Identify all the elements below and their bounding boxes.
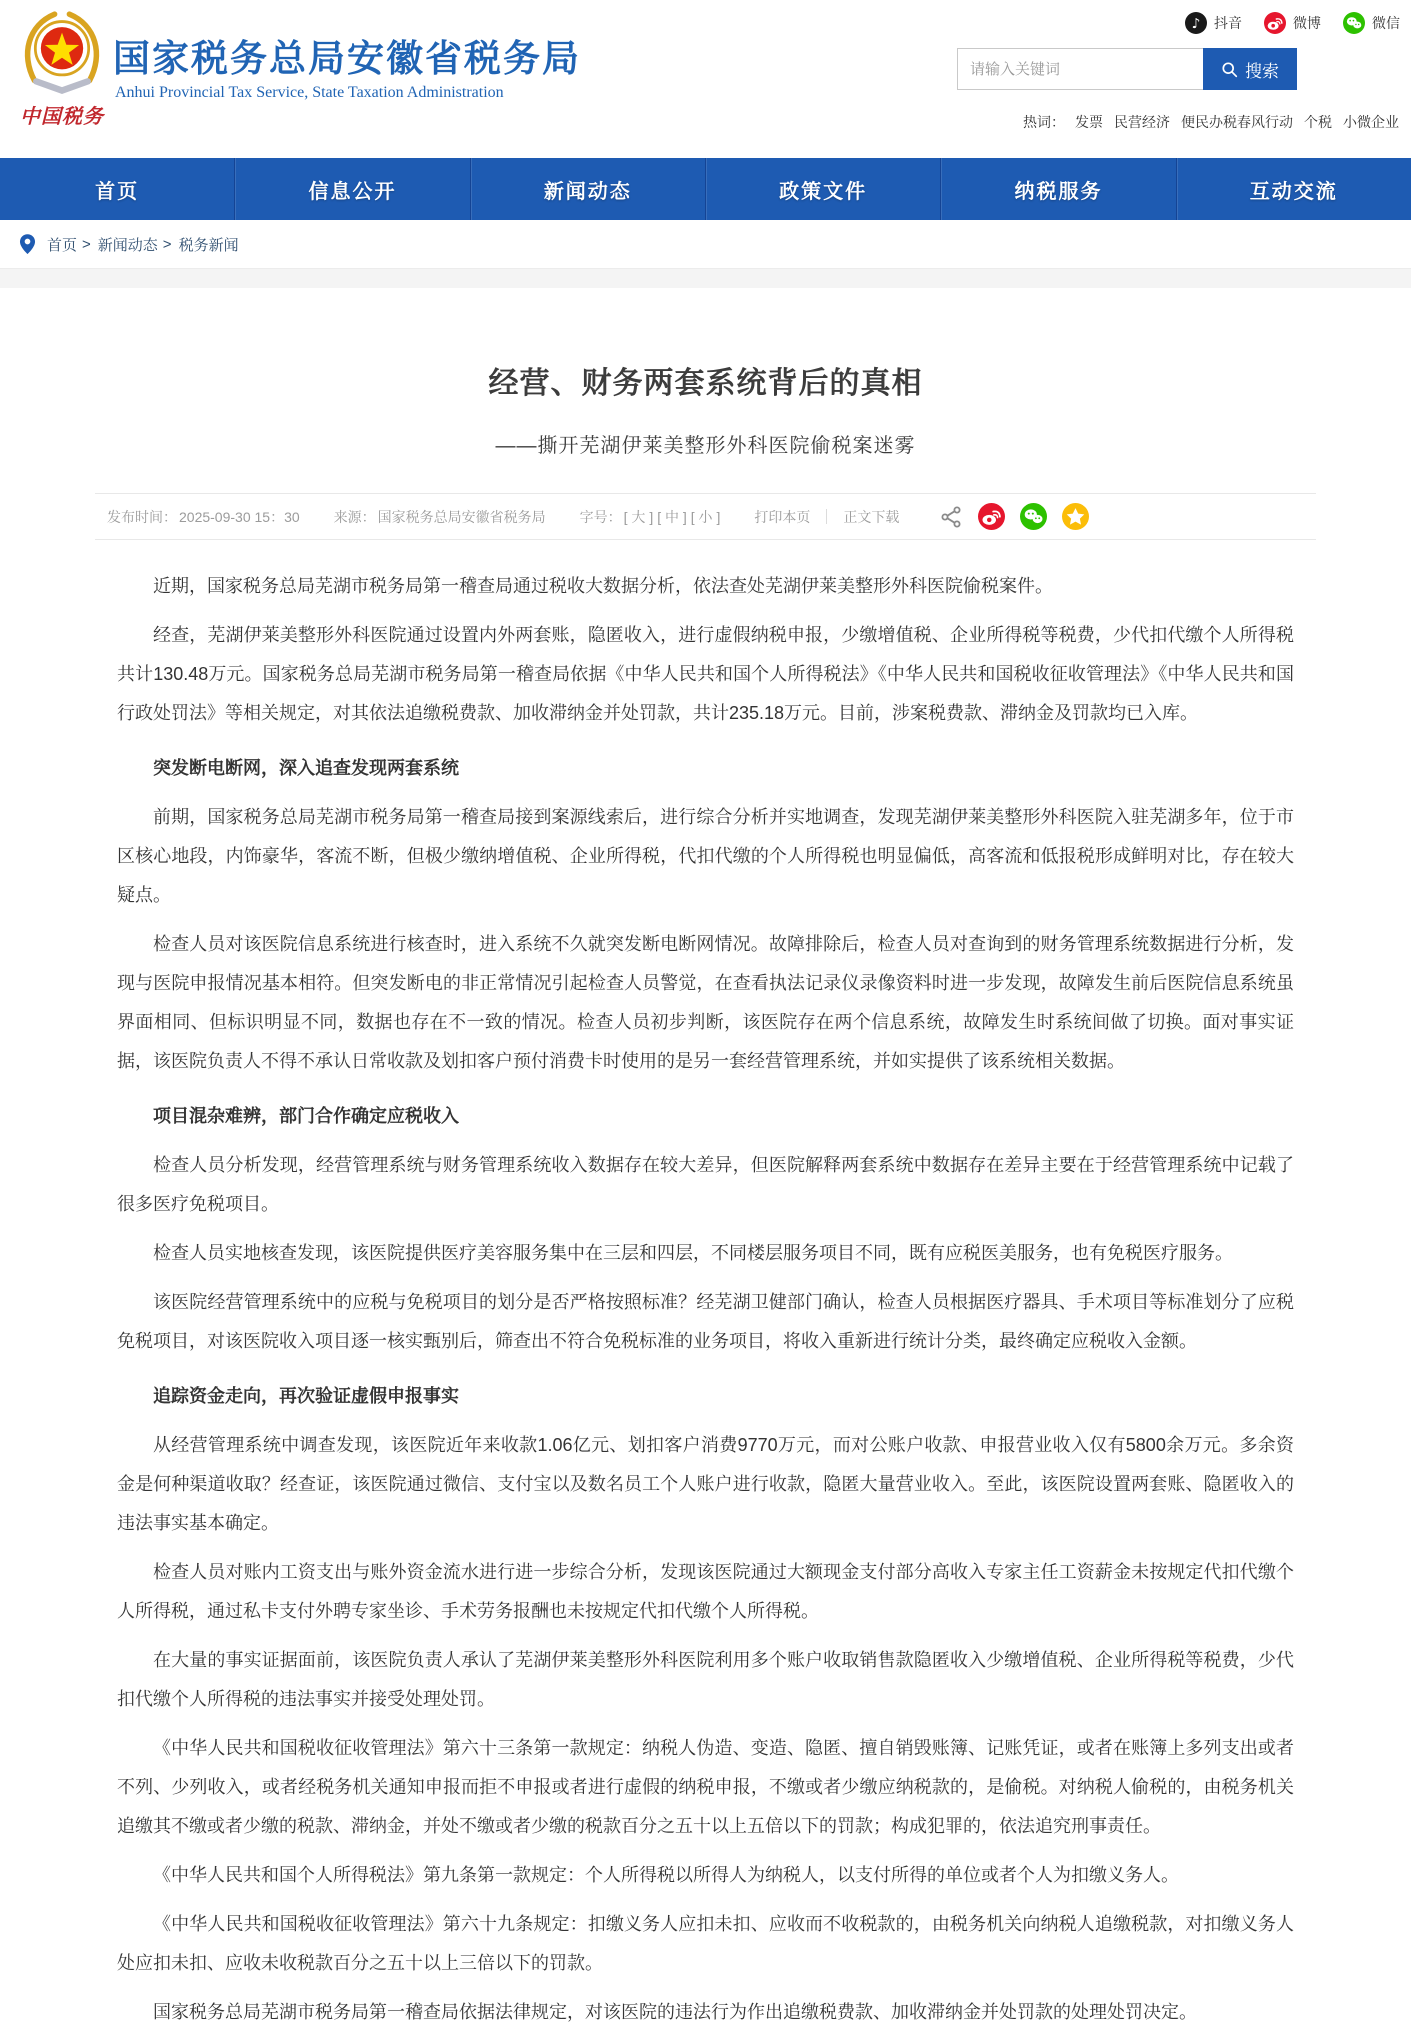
article-block: 国家税务总局芜湖市税务局第一稽查局依据法律规定，对该医院的违法行为作出追缴税费款、加收滞纳金并处罚款的处理处罚决定。: [153, 2002, 1197, 2022]
breadcrumb-separator: >: [162, 235, 172, 253]
article-source: [334, 507, 546, 527]
weibo-link[interactable]: [1264, 12, 1321, 34]
meta-divider: [826, 509, 827, 524]
article-subtitle: ——撕开芜湖伊莱美整形外科医院偷税案迷雾: [495, 435, 916, 457]
source-value: 国家税务总局安徽省税务局: [377, 508, 546, 525]
hot-words: [1023, 112, 1399, 132]
weibo-label: 微博: [1293, 15, 1321, 31]
breadcrumb-list: [47, 234, 246, 255]
article-title: 经营、财务两套系统背后的真相: [488, 367, 923, 400]
publish-time-label: 发布时间：: [107, 508, 177, 525]
wechat-link[interactable]: [1343, 12, 1400, 34]
publish-time: [107, 507, 300, 527]
article-block: 项目混杂难辨，部门合作确定应税收入: [153, 1106, 459, 1126]
breadcrumb-item[interactable]: 新闻动态: [97, 236, 158, 254]
site-logo[interactable]: [12, 5, 112, 129]
article-block: 该医院经营管理系统中的应税与免税项目的划分是否严格按照标准？经芜湖卫健部门确认，检查人员根据医疗器具、手术项目等标准划分了应税免税项目，对该医院收入项目逐一核实甄别后，筛查出不符合免税标准的业务项目，将收入重新进行统计分类，最终确定应税收入金额。: [117, 1292, 1294, 1351]
article-block: 突发断电断网，深入追查发现两套系统: [153, 758, 459, 778]
breadcrumb-separator: >: [82, 235, 91, 253]
article-block: 检查人员对该医院信息系统进行核查时，进入系统不久就突发断电断网情况。故障排除后，检查人员对查询到的财务管理系统数据进行分析，发现与医院申报情况基本相符。但突发断电的非正常情况引起检查人员警觉，在查看执法记录仪录像资料时进一步发现，故障发生前后医院信息系统虽界面相同、但标识明显不同，数据也存在不一致的情况。检查人员初步判断，该医院存在两个信息系统，故障发生时系统间做了切换。面对事实证据，该医院负责人不得不承认日常收款及划扣客户预付消费卡时使用的是另一套经营管理系统，并如实提供了该系统相关数据。: [117, 934, 1294, 1071]
article-block: 《中华人民共和国税收征收管理法》第六十九条规定：扣缴义务人应扣未扣、应收而不收税款的，由税务机关向纳税人追缴税款，对扣缴义务人处应扣未扣、应收未收税款百分之五十以上三倍以下的罚款。: [117, 1914, 1294, 1973]
hot-word-link[interactable]: 便民办税春风行动: [1181, 114, 1293, 130]
site-subtitle-en: Anhui Provincial Tax Service, State Taxation Administration: [115, 84, 504, 101]
article-block: 检查人员实地核查发现，该医院提供医疗美容服务集中在三层和四层，不同楼层服务项目不同，既有应税医美服务，也有免税医疗服务。: [153, 1243, 1233, 1263]
font-size-options: [624, 507, 721, 527]
social-links: [1185, 12, 1400, 34]
site-header: [0, 0, 1411, 158]
hot-word-link[interactable]: 发票: [1075, 114, 1103, 130]
weibo-share-icon[interactable]: [978, 503, 1005, 530]
font-size-option[interactable]: [ 中 ]: [657, 508, 687, 525]
share-icon[interactable]: [939, 505, 963, 529]
weibo-icon: [1264, 12, 1286, 34]
search-bar: [957, 48, 1297, 90]
search-button-label: 搜索: [1245, 61, 1279, 81]
print-button[interactable]: 打印本页: [754, 508, 811, 525]
site-title: 国家税务总局安徽省税务局: [113, 38, 581, 79]
article-block: 《中华人民共和国税收征收管理法》第六十三条第一款规定：纳税人伪造、变造、隐匿、擅自销毁账簿、记账凭证，或者在账簿上多列支出或者不列、少列收入，或者经税务机关通知申报而拒不申报或者进行虚假的纳税申报，不缴或者少缴应纳税款的，是偷税。对纳税人偷税的，由税务机关追缴其不缴或者少缴的税款、滞纳金，并处不缴或者少缴的税款百分之五十以上五倍以下的罚款；构成犯罪的，依法追究刑事责任。: [117, 1738, 1294, 1836]
nav-item[interactable]: 纳税服务: [940, 158, 1175, 220]
article-meta-bar: [95, 493, 1316, 540]
location-pin-icon: [18, 233, 37, 256]
article-body: [95, 540, 1316, 2032]
qzone-share-icon[interactable]: [1062, 503, 1089, 530]
hot-word-link[interactable]: 个税: [1304, 114, 1332, 130]
wechat-icon: [1343, 12, 1365, 34]
article-block: 近期，国家税务总局芜湖市税务局第一稽查局通过税收大数据分析，依法查处芜湖伊莱美整形外科医院偷税案件。: [153, 576, 1053, 596]
nav-item[interactable]: 首页: [95, 180, 140, 203]
article-block: 检查人员分析发现，经营管理系统与财务管理系统收入数据存在较大差异，但医院解释两套系统中数据存在差异主要在于经营管理系统中记载了很多医疗免税项目。: [117, 1155, 1294, 1214]
tax-emblem-icon: [16, 84, 108, 101]
article-block: 《中华人民共和国个人所得税法》第九条第一款规定：个人所得税以所得人为纳税人，以支付所得的单位或者个人为扣缴义务人。: [153, 1865, 1179, 1885]
search-button[interactable]: [1203, 48, 1297, 90]
article-block: 在大量的事实证据面前，该医院负责人承认了芜湖伊莱美整形外科医院利用多个账户收取销售款隐匿收入少缴增值税、企业所得税等税费，少代扣代缴个人所得税的违法事实并接受处理处罚。: [117, 1650, 1294, 1709]
search-input[interactable]: [957, 48, 1203, 90]
font-size-option[interactable]: [ 大 ]: [623, 508, 654, 525]
nav-item[interactable]: 新闻动态: [470, 158, 705, 220]
article-block: 前期，国家税务总局芜湖市税务局第一稽查局接到案源线索后，进行综合分析并实地调查，发现芜湖伊莱美整形外科医院入驻芜湖多年，位于市区核心地段，内饰豪华，客流不断，但极少缴纳增值税、企业所得税，代扣代缴的个人所得税也明显偏低，高客流和低报税形成鲜明对比，存在较大疑点。: [117, 807, 1294, 905]
hot-words-list: [1075, 112, 1399, 132]
svg-text:♪: ♪: [1191, 16, 1201, 33]
douyin-link[interactable]: [1185, 12, 1242, 34]
wechat-share-icon[interactable]: [1020, 503, 1047, 530]
article-block: 从经营管理系统中调查发现，该医院近年来收款1.06亿元、划扣客户消费9770万元，而对公账户收款、申报营业收入仅有5800余万元。多余资金是何种渠道收取？经查证，该医院通过微信、支付宝以及数名员工个人账户进行收款，隐匿大量营业收入。至此，该医院设置两套账、隐匿收入的违法事实基本确定。: [117, 1435, 1294, 1533]
divider-band: [0, 268, 1411, 288]
douyin-icon: [1185, 12, 1207, 34]
share-icons: [939, 503, 1089, 530]
search-icon: [1221, 61, 1238, 78]
hot-word-link[interactable]: 小微企业: [1343, 114, 1399, 130]
source-label: 来源：: [333, 508, 376, 525]
breadcrumb-item[interactable]: 首页: [47, 236, 78, 254]
hot-word-link[interactable]: 民营经济: [1114, 114, 1170, 130]
breadcrumb-item[interactable]: 税务新闻: [178, 236, 239, 254]
hot-words-label: 热词：: [1023, 114, 1065, 130]
font-size-control: [580, 507, 721, 527]
breadcrumb: [0, 220, 1411, 268]
article-block: 追踪资金走向，再次验证虚假申报事实: [153, 1386, 459, 1406]
publish-time-value: 2025-09-30 15：30: [179, 508, 300, 525]
nav-item[interactable]: 政策文件: [705, 158, 940, 220]
article-block: 检查人员对账内工资支出与账外资金流水进行进一步综合分析，发现该医院通过大额现金支付部分高收入专家主任工资薪金未按规定代扣代缴个人所得税，通过私卡支付外聘专家坐诊、手术劳务报酬也未按规定代扣代缴个人所得税。: [117, 1562, 1294, 1621]
article: [95, 288, 1316, 2032]
article-block: 经查，芜湖伊莱美整形外科医院通过设置内外两套账，隐匿收入，进行虚假纳税申报，少缴增值税、企业所得税等税费，少代扣代缴个人所得税共计130.48万元。国家税务总局芜湖市税务局第一稽查局依据《中华人民共和国个人所得税法》《中华人民共和国税收征收管理法》《中华人民共和国行政处罚法》等相关规定，对其依法追缴税费款、加收滞纳金并处罚款，共计235.18万元。目前，涉案税费款、滞纳金及罚款均已入库。: [117, 625, 1294, 723]
wechat-label: 微信: [1372, 15, 1400, 31]
main-nav: [0, 158, 1411, 220]
douyin-label: 抖音: [1214, 15, 1242, 31]
font-size-option[interactable]: [ 小 ]: [690, 508, 721, 525]
font-size-label: 字号：: [579, 508, 622, 525]
logo-caption: 中国税务: [20, 106, 104, 128]
download-button[interactable]: 正文下载: [843, 508, 900, 525]
nav-item[interactable]: 互动交流: [1176, 158, 1411, 220]
nav-item[interactable]: 信息公开: [234, 158, 469, 220]
